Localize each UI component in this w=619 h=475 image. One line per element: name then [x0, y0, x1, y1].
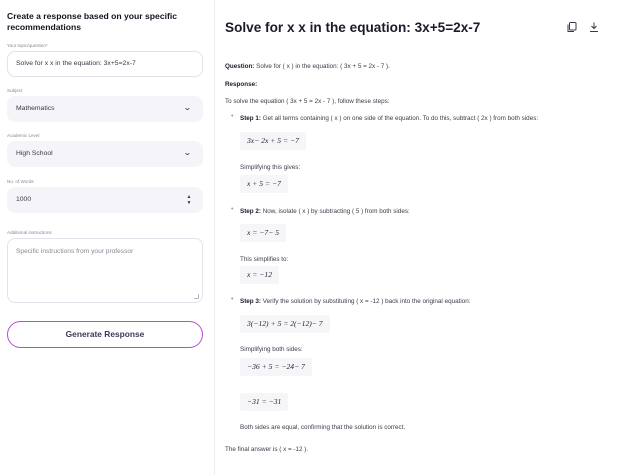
step-3-conclusion: Both sides are equal, confirming that the solution is correct.	[240, 424, 406, 431]
resize-handle-icon[interactable]	[194, 294, 199, 299]
chevron-down-icon: ⌄	[183, 148, 193, 157]
words-stepper[interactable]	[7, 187, 203, 213]
bullet: •	[231, 113, 234, 120]
response-panel	[215, 0, 619, 475]
step-1-simplify: Simplifying this gives:	[240, 164, 301, 171]
response-label: Response:	[225, 81, 258, 88]
form-panel	[0, 0, 214, 475]
chevron-down-icon: ⌄	[183, 103, 193, 112]
response-title: Solve for x x in the equation: 3x+5=2x-7	[225, 20, 481, 35]
generate-response-button[interactable]: Generate Response	[7, 321, 203, 348]
question-label: Question:	[225, 63, 255, 70]
step-2	[240, 208, 410, 215]
step-2-label: Step 2:	[240, 208, 261, 215]
topic-value: Solve for x x in the equation: 3x+5=2x-7	[16, 60, 136, 67]
step-2-simplify: This simplifies to:	[240, 256, 289, 263]
step-1-text: Get all terms containing ( x ) on one side of the equation. To do this, subtract ( 2x ) from both sides:	[262, 115, 539, 122]
level-label: Academic Level	[7, 133, 40, 138]
subject-label: Subject	[7, 88, 23, 93]
bullet: •	[231, 296, 234, 303]
question-text: Solve for ( x ) in the equation: ( 3x + 5 = 2x - 7 ).	[256, 63, 390, 70]
step-3-line-2: −31 = −31	[240, 393, 288, 411]
step-2-text: Now, isolate ( x ) by subtracting ( 5 ) from both sides:	[262, 208, 410, 215]
level-value: High School	[16, 150, 53, 157]
topic-label: Your topic/question*	[7, 43, 48, 48]
copy-icon[interactable]	[566, 21, 578, 33]
question-line	[225, 63, 390, 70]
step-2-equation: x = −7− 5	[240, 224, 286, 242]
words-label: No. of Words	[7, 179, 34, 184]
step-3-simplify: Simplifying both sides:	[240, 346, 303, 353]
intro-text: To solve the equation ( 3x + 5 = 2x - 7 ), follow these steps:	[225, 98, 390, 105]
stepper-arrows-icon[interactable]: ▲ ▼	[186, 194, 192, 206]
step-3-label: Step 3:	[240, 298, 261, 305]
step-3-equation: 3(−12) + 5 = 2(−12)− 7	[240, 315, 330, 333]
instructions-placeholder: Specific instructions from your professor	[16, 248, 134, 255]
subject-value: Mathematics	[16, 105, 55, 112]
level-select[interactable]	[7, 141, 203, 167]
step-1-equation: 3x− 2x + 5 = −7	[240, 132, 306, 150]
form-title: Create a response based on your specific recommendations	[7, 11, 178, 32]
step-1-label: Step 1:	[240, 115, 261, 122]
subject-select[interactable]	[7, 96, 203, 122]
step-3-line-1: −36 + 5 = −24− 7	[240, 358, 312, 376]
step-3-text: Verify the solution by substituting ( x = -12 ) back into the original equation:	[262, 298, 471, 305]
topic-input[interactable]	[7, 51, 203, 77]
download-icon[interactable]	[588, 21, 600, 33]
bullet: •	[231, 206, 234, 213]
final-answer: The final answer is ( x = -12 ).	[225, 446, 309, 453]
step-2-result: x = −12	[240, 266, 279, 284]
step-3	[240, 298, 471, 305]
step-1	[240, 115, 538, 122]
instructions-textarea[interactable]	[7, 238, 203, 303]
instructions-label: Additional instructions	[7, 230, 52, 235]
step-1-result: x + 5 = −7	[240, 175, 288, 193]
words-value: 1000	[16, 196, 32, 203]
